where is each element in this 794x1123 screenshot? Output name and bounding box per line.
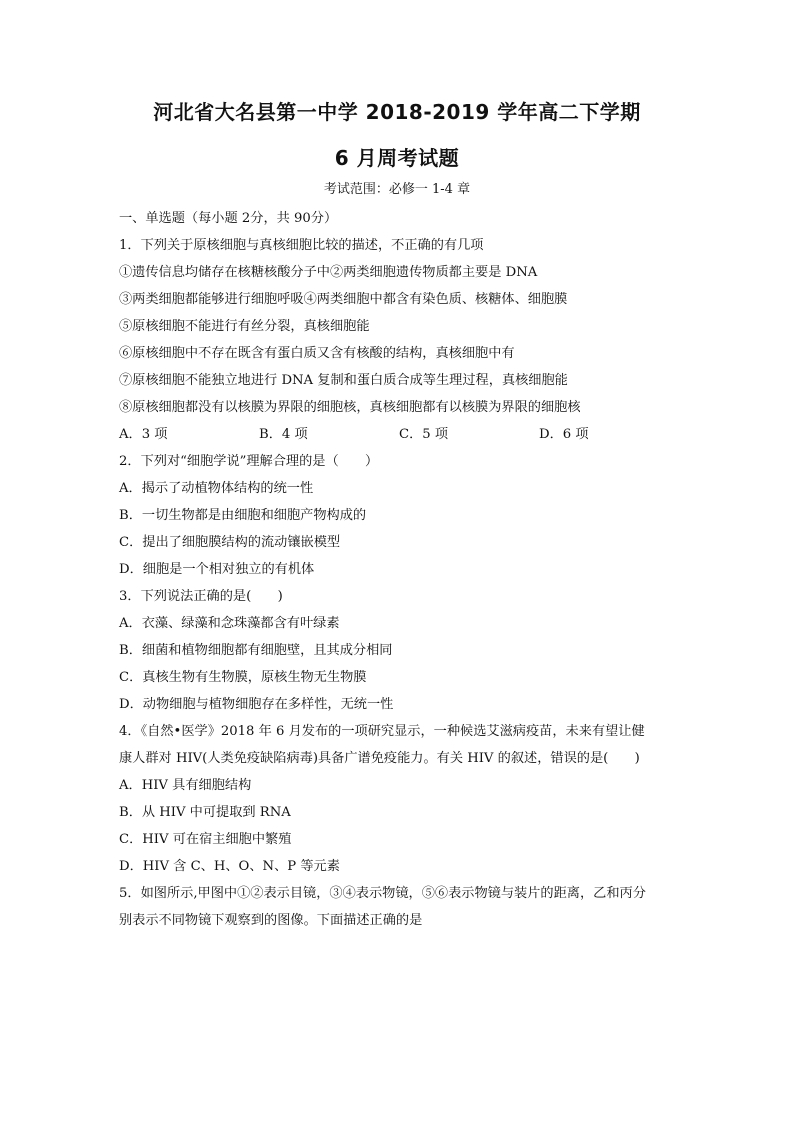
exam-scope: 考试范围：必修一 1-4 章 bbox=[323, 182, 471, 197]
question-2-stem: 2．下列对“细胞学说”理解合理的是（ ） bbox=[119, 454, 379, 469]
question-4-option-c: C．HIV 可在宿主细胞中繁殖 bbox=[119, 832, 292, 847]
question-2-option-b: B．一切生物都是由细胞和细胞产物构成的 bbox=[119, 508, 367, 523]
question-3-option-c: C．真核生物有生物膜，原核生物无生物膜 bbox=[119, 670, 367, 685]
page-title: 河北省大名县第一中学 2018-2019 学年高二下学期 bbox=[153, 100, 641, 124]
question-1-statement: ①遗传信息均储存在核糖核酸分子中②两类细胞遗传物质都主要是 DNA bbox=[119, 265, 538, 280]
question-1-statement: ⑤原核细胞不能进行有丝分裂，真核细胞能 bbox=[119, 319, 370, 334]
question-5-stem-cont: 别表示不同物镜下观察到的图像。下面描述正确的是 bbox=[119, 913, 423, 928]
question-4-option-d: D．HIV 含 C、H、O、N、P 等元素 bbox=[119, 859, 340, 874]
question-1-statement: ⑧原核细胞都没有以核膜为界限的细胞核，真核细胞都有以核膜为界限的细胞核 bbox=[119, 400, 581, 415]
question-1-option-a: A．3 项 bbox=[119, 427, 168, 442]
question-1-option-b: B．4 项 bbox=[259, 427, 308, 442]
question-2-option-c: C．提出了细胞膜结构的流动镶嵌模型 bbox=[119, 535, 341, 550]
question-1-stem: 1．下列关于原核细胞与真核细胞比较的描述，不正确的有几项 bbox=[119, 238, 484, 253]
question-5-stem: 5．如图所示,甲图中①②表示目镜，③④表示物镜，⑤⑥表示物镜与装片的距离，乙和丙分 bbox=[119, 886, 646, 901]
question-1-options bbox=[119, 421, 679, 448]
exam-content bbox=[119, 205, 679, 934]
question-4-option-b: B．从 HIV 中可提取到 RNA bbox=[119, 805, 291, 820]
question-4-stem-cont: 康人群对 HIV(人类免疫缺陷病毒)具备广谱免疫能力。有关 HIV 的叙述，错误的是( ) bbox=[119, 751, 640, 766]
question-3-option-d: D．动物细胞与植物细胞存在多样性，无统一性 bbox=[119, 697, 394, 712]
question-1-option-d: D．6 项 bbox=[539, 427, 589, 442]
question-1-statement: ⑥原核细胞中不存在既含有蛋白质又含有核酸的结构，真核细胞中有 bbox=[119, 346, 515, 361]
question-1-statement: ③两类细胞都能够进行细胞呼吸④两类细胞中都含有染色质、核糖体、细胞膜 bbox=[119, 292, 568, 307]
question-4-stem: 4．《自然•医学》2018 年 6 月发布的一项研究显示，一种候选艾滋病疫苗，未来有望让健 bbox=[119, 724, 645, 739]
question-3-stem: 3．下列说法正确的是( ) bbox=[119, 589, 283, 604]
question-4-option-a: A．HIV 具有细胞结构 bbox=[119, 778, 252, 793]
question-3-option-b: B．细菌和植物细胞都有细胞壁，且其成分相同 bbox=[119, 643, 393, 658]
question-2-option-d: D．细胞是一个相对独立的有机体 bbox=[119, 562, 315, 577]
question-1-option-c: C．5 项 bbox=[399, 427, 449, 442]
question-1-statement: ⑦原核细胞不能独立地进行 DNA 复制和蛋白质合成等生理过程，真核细胞能 bbox=[119, 373, 568, 388]
page-title-line2: 6 月周考试题 bbox=[334, 146, 460, 170]
section-heading: 一、单选题（每小题 2分，共 90分） bbox=[119, 211, 338, 226]
question-2-option-a: A．揭示了动植物体结构的统一性 bbox=[119, 481, 314, 496]
question-3-option-a: A．衣藻、绿藻和念珠藻都含有叶绿素 bbox=[119, 616, 340, 631]
